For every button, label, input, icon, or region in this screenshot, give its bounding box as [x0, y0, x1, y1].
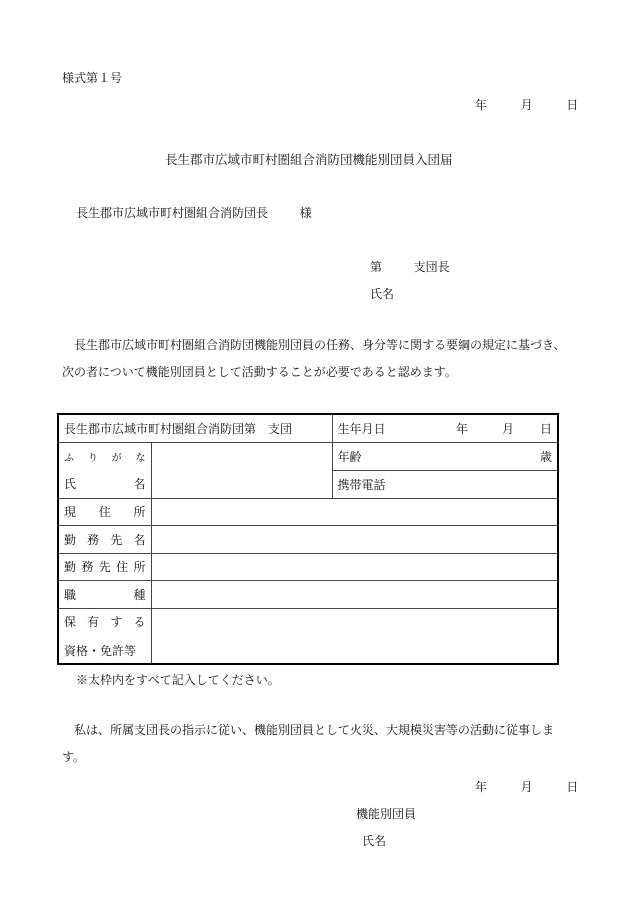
age-label: 年齢: [337, 449, 362, 464]
occupation-input[interactable]: [151, 580, 558, 608]
birth-label: 生年月日: [337, 421, 386, 436]
employer-input[interactable]: [151, 525, 558, 553]
date-top-year: 年: [475, 98, 488, 112]
name-label: 氏 名: [58, 470, 151, 498]
addressee-honorific: 様: [299, 206, 312, 220]
birth-year: 年: [455, 421, 468, 436]
birth-field[interactable]: [332, 414, 558, 442]
qualification-label: 保 有 す る 資格・免許等: [58, 608, 151, 664]
branch-prefix: 第: [370, 260, 383, 274]
date-bottom: [475, 778, 578, 795]
age-unit: 歳: [539, 449, 552, 464]
date-top-day: 日: [566, 98, 579, 112]
occupation-label: 職 種: [58, 580, 151, 608]
form-number: 様式第１号: [62, 71, 123, 85]
age-field[interactable]: [332, 442, 558, 470]
date-top: [475, 96, 578, 113]
registration-table: [57, 413, 559, 665]
date-bottom-month: 月: [520, 780, 533, 794]
branch-suffix: 支団長: [413, 260, 450, 274]
pledge-paragraph: 私は、所属支団長の指示に従い、機能別団員として火災、大規模災害等の活動に従事します。: [62, 723, 555, 764]
applicant-branch: [370, 258, 450, 275]
birth-day: 日: [539, 421, 552, 436]
signature-name-label: 氏名: [362, 834, 387, 848]
phone-field[interactable]: [332, 470, 558, 498]
employer-address-input[interactable]: [151, 553, 558, 580]
signature-title: 機能別団員: [356, 807, 417, 821]
addressee: [76, 204, 312, 221]
qualification-input[interactable]: [151, 608, 558, 664]
address-label: 現 住 所: [58, 498, 151, 525]
qualification-label-line2: 資格・免許等: [64, 643, 137, 658]
birth-month: 月: [501, 421, 514, 436]
employer-address-label: 勤 務 先 住 所: [58, 553, 151, 580]
applicant-name-label: 氏名: [370, 287, 395, 301]
document-title: 長生郡市広域市町村圏組合消防団機能別団員入団届: [165, 152, 453, 167]
date-bottom-day: 日: [566, 780, 579, 794]
furigana-label: ふ り が な: [58, 442, 151, 470]
address-input[interactable]: [151, 498, 558, 525]
fill-note: ※太枠内をすべて記入してください。: [76, 673, 280, 687]
name-input[interactable]: [151, 442, 332, 498]
addressee-name: 長生郡市広域市町村圏組合消防団長: [76, 206, 269, 220]
phone-label: 携帯電話: [337, 477, 386, 492]
date-top-month: 月: [520, 98, 533, 112]
org-label: 長生郡市広域市町村圏組合消防団第 支団: [58, 414, 332, 442]
recommendation-paragraph: 長生郡市広域市町村圏組合消防団機能別団員の任務、身分等に関する要綱の規定に基づき、次の者について機能別団員として活動することが必要であると認めます。: [62, 338, 566, 379]
date-bottom-year: 年: [475, 780, 488, 794]
employer-label: 勤 務 先 名: [58, 525, 151, 553]
